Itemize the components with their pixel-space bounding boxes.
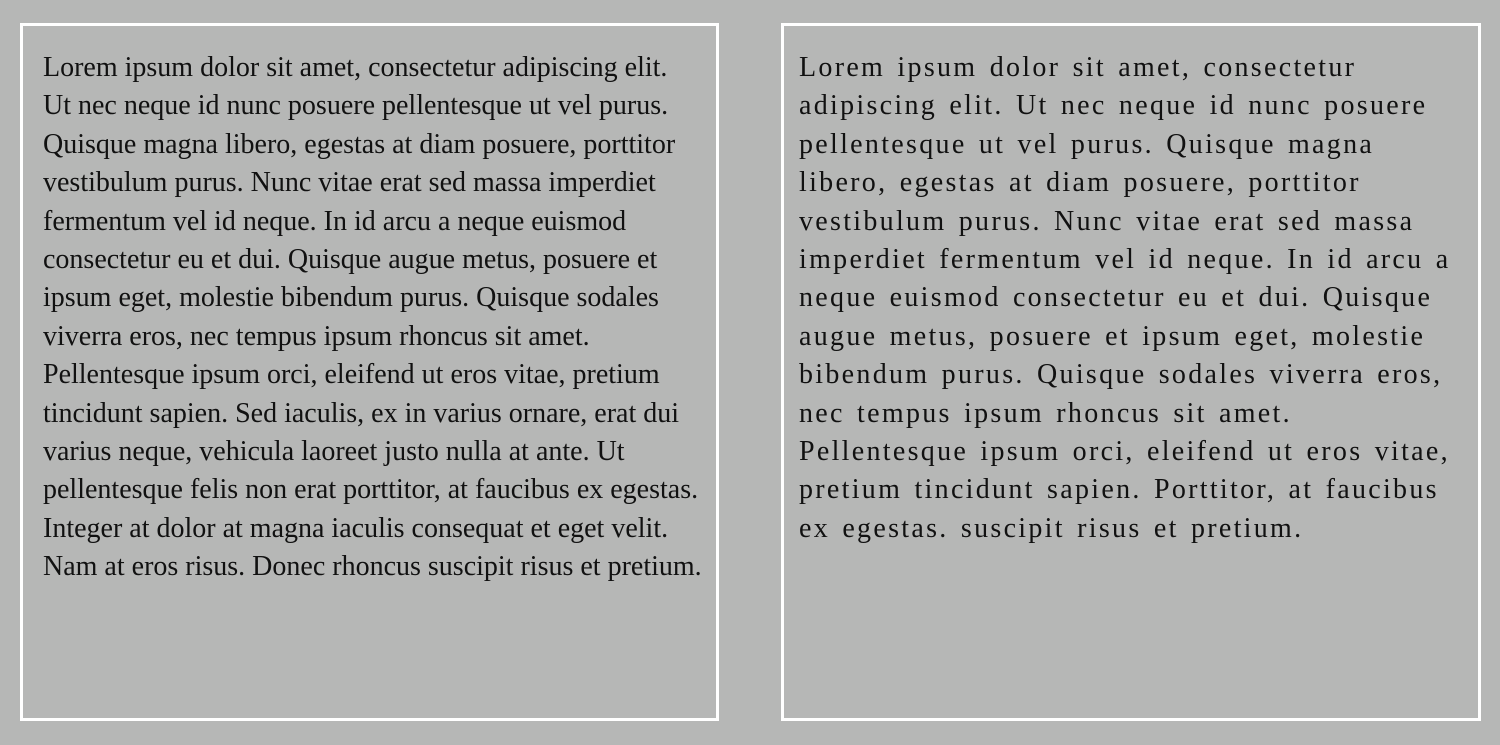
right-text-panel [781, 23, 1481, 721]
left-panel-text: Lorem ipsum dolor sit amet, consectetur adipiscing elit. Ut nec neque id nunc posuere pellentesque ut vel purus. Quisque magna libero, egestas at diam posuere, porttitor vestibulum purus. Nunc vitae erat sed massa imperdiet fermentum vel id neque. In id arcu a neque euismod consectetur eu et dui. Quisque augue metus, posuere et ipsum eget, molestie bibendum purus. Quisque sodales viverra eros, nec tempus ipsum rhoncus sit amet. Pellentesque ipsum orci, eleifend ut eros vitae, pretium tincidunt sapien. Sed iaculis, ex in varius ornare, erat dui varius neque, vehicula laoreet justo nulla at ante. Ut pellentesque felis non erat porttitor, at faucibus ex egestas. Integer at dolor at magna iaculis consequat et eget velit. Nam at eros risus. Donec rhoncus suscipit risus et pretium. [43, 52, 702, 583]
left-text-panel [20, 23, 719, 721]
right-panel-text: Lorem ipsum dolor sit amet, consectetur adipiscing elit. Ut nec neque id nunc posuere pellentesque ut vel purus. Quisque magna libero, egestas at diam posuere, porttitor vestibulum purus. Nunc vitae erat sed massa imperdiet fermentum vel id neque. In id arcu a neque euismod consectetur eu et dui. Quisque augue metus, posuere et ipsum eget, molestie bibendum purus. Quisque sodales viverra eros, nec tempus ipsum rhoncus sit amet. Pellentesque ipsum orci, eleifend ut eros vitae, pretium tincidunt sapien. Porttitor, at faucibus ex egestas. suscipit risus et pretium. [799, 52, 1451, 544]
